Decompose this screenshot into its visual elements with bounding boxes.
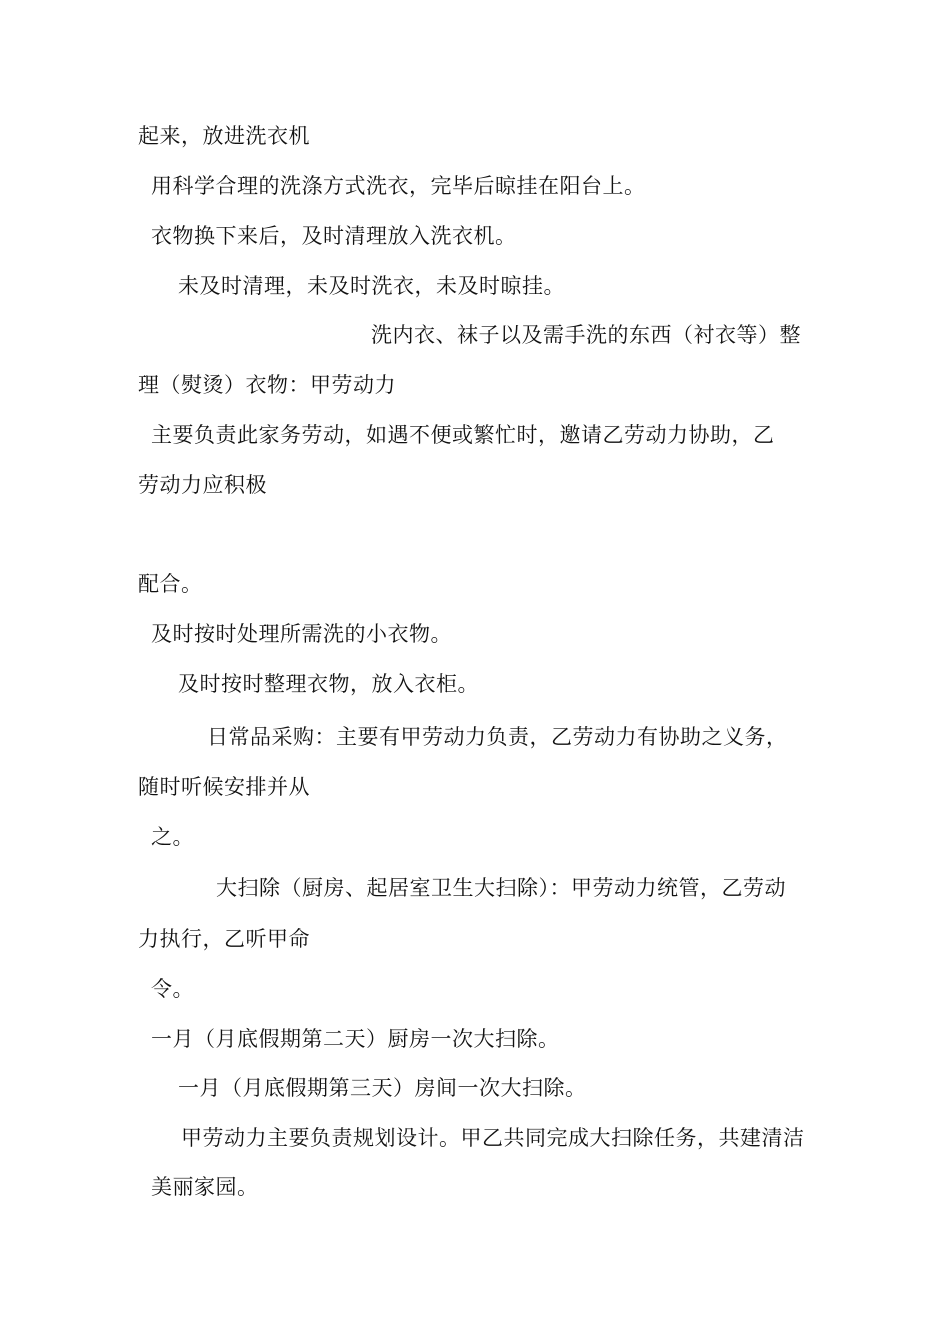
text-line: 力执行，乙听甲命 <box>138 927 310 951</box>
text-line: 用科学合理的洗涤方式洗衣，完毕后晾挂在阳台上。 <box>151 174 646 198</box>
text-line: 甲劳动力主要负责规划设计。甲乙共同完成大扫除任务，共建清洁 <box>181 1126 805 1150</box>
text-line: 大扫除（厨房、起居室卫生大扫除）：甲劳动力统管，乙劳动 <box>216 876 786 900</box>
text-line: 令。 <box>151 977 194 1001</box>
text-line: 日常品采购：主要有甲劳动力负责，乙劳动力有协助之义务， <box>207 725 788 749</box>
text-line: 主要负责此家务劳动，如遇不便或繁忙时，邀请乙劳动力协助，乙 <box>151 423 775 447</box>
text-line: 一月（月底假期第三天）房间一次大扫除。 <box>178 1076 587 1100</box>
text-line: 起来，放进洗衣机 <box>138 124 310 148</box>
text-line: 配合。 <box>138 572 203 596</box>
text-line: 随时听候安排并从 <box>138 775 310 799</box>
text-line: 及时按时整理衣物，放入衣柜。 <box>178 672 479 696</box>
text-line: 一月（月底假期第二天）厨房一次大扫除。 <box>151 1027 560 1051</box>
text-line: 及时按时处理所需洗的小衣物。 <box>151 622 452 646</box>
text-line: 衣物换下来后，及时清理放入洗衣机。 <box>151 224 517 248</box>
text-line: 洗内衣、袜子以及需手洗的东西（衬衣等）整 <box>371 323 801 347</box>
text-line: 之。 <box>151 825 194 849</box>
text-line: 理（熨烫）衣物：甲劳动力 <box>138 373 396 397</box>
text-line: 未及时清理，未及时洗衣，未及时晾挂。 <box>178 274 565 298</box>
text-line: 劳动力应积极 <box>138 473 267 497</box>
text-line: 美丽家园。 <box>151 1175 259 1199</box>
